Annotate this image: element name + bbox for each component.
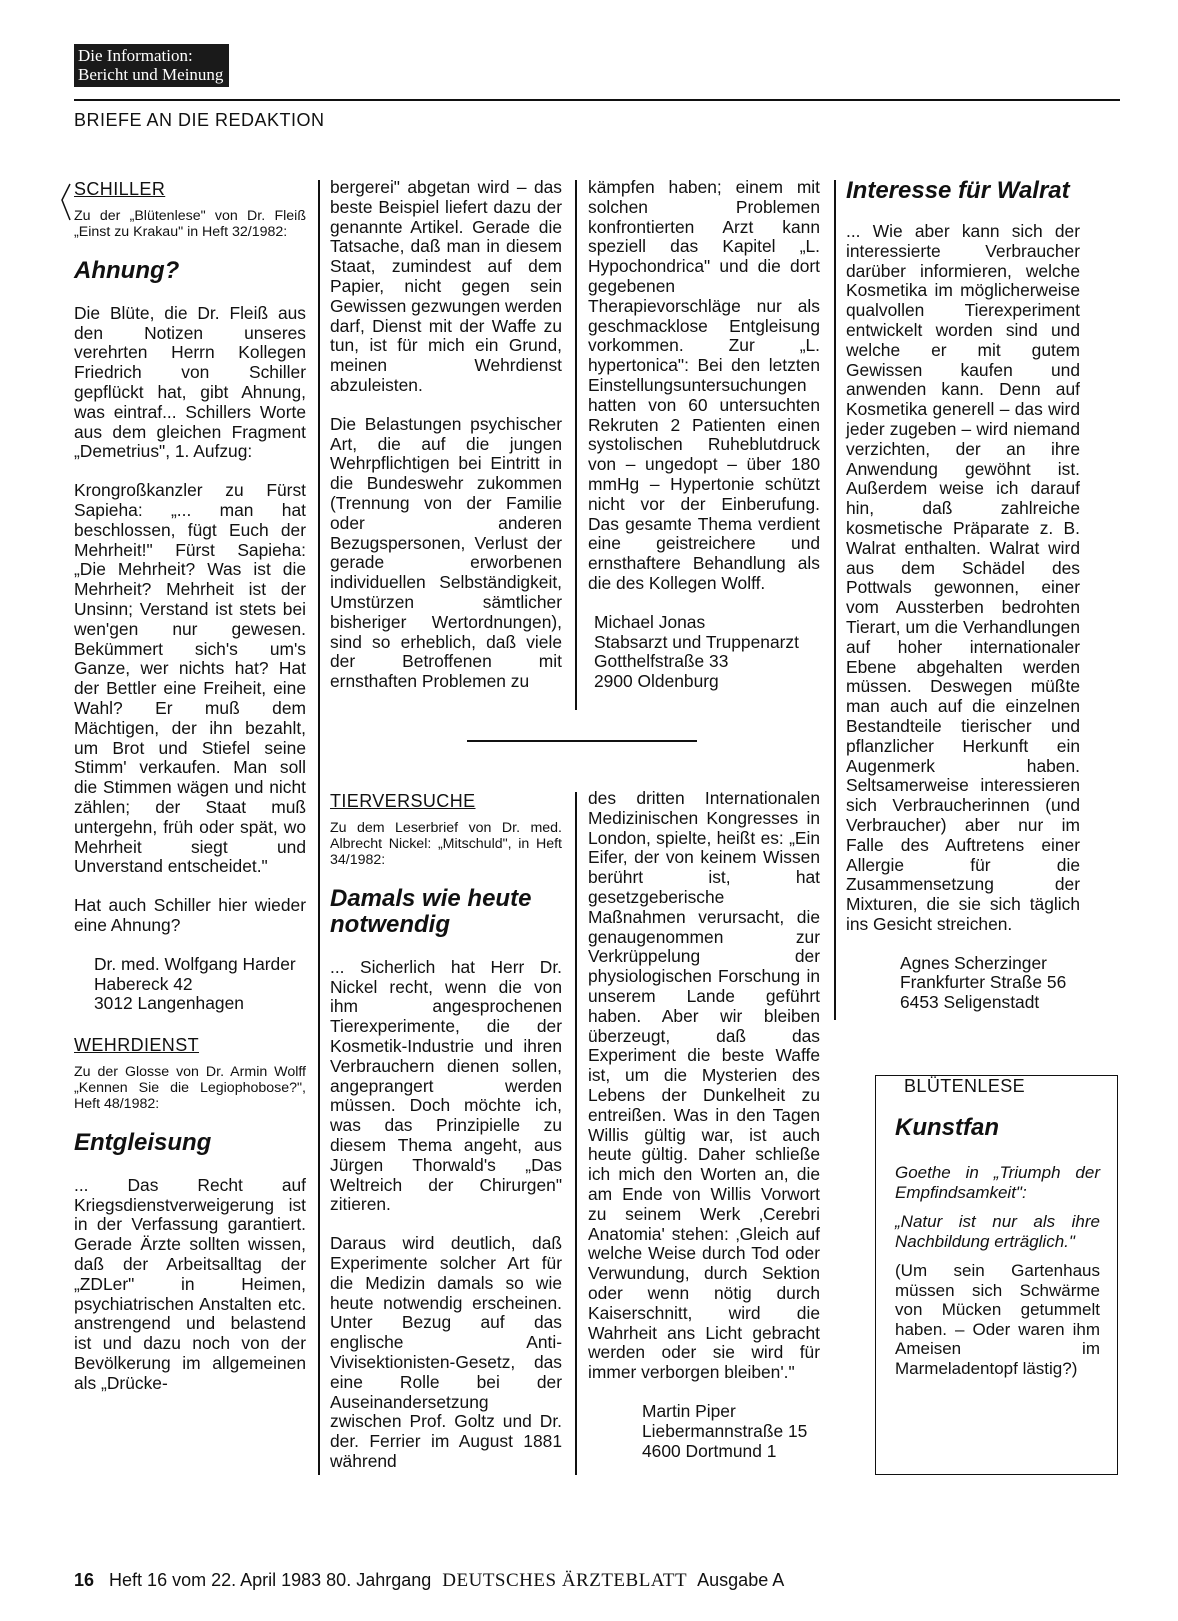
edition: Ausgabe A [697,1570,785,1590]
signature-line: Michael Jonas [594,611,706,632]
signature-harder [94,955,306,1014]
headline-ahnung: Ahnung? [74,256,180,284]
section-wehrdienst: WEHRDIENST [74,1035,199,1056]
paragraph: kämpfen haben; einem mit solchen Problemen konfrontierten Arzt kann speziell das Kapitel „L. Hypochondrica" und die dort gegebenen Therapievorschläge nur als geschmacklose Entgleisung vorkommen. Zur „L. hypertonica": Bei den letzten Einstellungsuntersuchungen hatten von 60 untersuchten Rekruten 2 Patienten einen systolischen Ruheblutdruck von – ungedopt – über 180 mmHg – Hypertonie schützt nicht vor der Einberufung. Das gesamte Thema verdient eine geistreichere und ernsthaftere Behandlung als die des Kollegen Wolff. [588,177,820,593]
paragraph: Krongroßkanzler zu Fürst Sapieha: „... man hat beschlossen, fügt Euch der Mehrheit!" Fürst Sapieha: „Die Mehrheit? Was ist die Mehrheit? Mehrheit ist der Unsinn; Verstand ist stets bei wen'gen nur gewesen. Bekümmert sich's um's Ganze, wer nichts hat? Hat der Bettler eine Freiheit, eine Wahl? Er muß dem Mächtigen, der ihn bezahlt, um Brot und Stiefel seine Stimm' verkaufen. Man soll die Stimmen wägen und nicht zählen; der Staat muß untergehn, früh oder spät, wo Mehrheit siegt und Unverstand entscheidet." [74,480,306,877]
paragraph: Die Blüte, die Dr. Fleiß aus den Notizen unseres verehrten Herrn Kollegen Friedrich von Schiller gepflückt hat, gibt Ahnung, was eintraf... Schillers Worte aus dem gleichen Fragment „Demetrius", 1. Aufzug: [74,302,306,462]
journal-name: DEUTSCHES ÄRZTEBLATT [442,1570,688,1591]
paragraph: bergerei" abgetan wird – das beste Beispiel liefert dazu der genannte Artikel. Gerade die Tatsache, daß man in diesem Staat, zumindest auf dem Papier, nicht gegen sein Gewissen gezwungen werden darf, Dienst mit der Waffe zu tun, ist für mich ein Grund, meinen Wehrdienst abzuleisten. [330,177,563,395]
section-tierversuche: TIERVERSUCHE [330,791,476,811]
section-schiller: SCHILLER [74,179,166,199]
separator-rule [467,740,697,742]
signature-piper [642,1402,820,1461]
signature-line: Agnes Scherzinger [900,952,1047,973]
paragraph: Die Belastungen psychischer Art, die auf die jungen Wehrpflichtigen bei Eintritt in die Bundeswehr zukommen (Trennung von der Familie oder anderen Bezugspersonen, Verlust der gerade erworbenen individuellen Selbständigkeit, Umstürzen sämtlicher bisheriger Wertordnungen), sind so erheblich, daß viele der Betroffenen mit ernsthaften Problemen zu [330,413,562,692]
column-divider [834,180,836,1020]
intro-schiller: Zu der „Blütenlese" von Dr. Fleiß „Einst zu Krakau" in Heft 32/1982: [74,207,306,240]
paragraph: des dritten Internationalen Medizinischen Kongresses in London, spielte, heißt es: „Ein Eifer, der von keinem Wissen berührt ist, hat gesetzgeberische Maßnahmen verursacht, die genaugenommen zur Verkrüppelung der physiologischen Forschung in unserem Lande geführt haben. Aber wir bleiben überzeugt, daß das Experiment die beste Waffe ist, um die Mysterien des Lebens der Dunkelheit zu entreißen. Was in den Tagen Willis gültig war, ist auch heute gültig. Daher schließe ich mich den Worten an, die am Ende von Willis Vorwort zu seinem Werk ‚Cerebri Anatomia' stehen: ‚Gleich auf welche Weise durch Tod oder Verwundung, durch Sektion oder wenn nötig durch Kaiserschnitt, wird die Wahrheit ans Licht gebracht werden oder sie wird für immer verborgen bleiben'." [588,788,820,1383]
masthead-line-1: Die Information: [78,46,193,65]
column-divider [318,180,320,1475]
signature-line: 2900 Oldenburg [594,671,719,692]
signature-jonas [594,613,820,692]
column-divider [575,180,577,710]
column-4 [846,178,1080,1031]
headline-kunstfan: Kunstfan [895,1114,999,1141]
signature-line: Martin Piper [642,1400,736,1421]
bluetenlese-content [895,1115,1100,1378]
column-3 [588,178,820,710]
signature-line: Stabsarzt und Truppenarzt [594,631,799,652]
headline-damals: Damals wie heute notwendig [330,884,532,938]
column-1 [74,180,306,1413]
headline-walrat: Interesse für Walrat [846,177,1070,204]
article-tierversuche-cont [588,789,820,1479]
top-rule [74,99,1120,101]
signature-line: 4600 Dortmund 1 [642,1440,777,1461]
paragraph: ... Wie aber kann sich der interessierte Verbraucher darüber informieren, welche Kosmetika im möglicherweise qualvollen Tierexperiment entwickelt worden sind und welche er mit gutem Gewissen kaufen und anwenden kann. Denn auf Kosmetika generell – das wird jeder zugeben – wird niemand verzichten, der an ihre Anwendung gewöhnt ist. Außerdem weise ich darauf hin, daß zahlreiche kosmetische Präparate z. B. Walrat enthalten. Walrat wird aus dem Schädel des Pottwals gewonnen, einer vom Aussterben bedrohten Tierart, um die Verhandlungen auf hoher internationaler Ebene abgehalten werden müssen. Deswegen müßte man auch auf die einzelnen Bestandteile tierischer und pflanzlicher Herkunft ein Augenmerk haben. Seltsamerweise interessieren sich Verbraucherinnen (und Verbraucher) aber nur im Falle des Auftretens einer Allergie für die Zusammensetzung der Mixturen, die sie sich täglich ins Gesicht streichen. [846,221,1080,934]
issue-info: Heft 16 vom 22. April 1983 80. Jahrgang [109,1570,432,1590]
paragraph: (Um sein Gartenhaus müssen sich Schwärme von Mücken getummelt haben. – Oder waren ihm Ameisen im Marmeladentopf lästig?) [895,1261,1100,1378]
signature-line: Frankfurter Straße 56 [900,972,1067,993]
article-tierversuche [330,792,562,1491]
page-footer [74,1570,784,1592]
intro-wehrdienst: Zu der Glosse von Dr. Armin Wolff „Kennen Sie die Legiophobose?", Heft 48/1982: [74,1063,306,1112]
signature-line: Liebermannstraße 15 [642,1420,808,1441]
section-bluetenlese: BLÜTENLESE [900,1076,1029,1097]
page-number: 16 [74,1570,95,1590]
signature-line: Dr. med. Wolfgang Harder [94,953,296,974]
quote-source: Goethe in „Triumph der Empfindsamkeit": [895,1163,1100,1202]
bracket-mark-icon [58,182,74,222]
headline-entgleisung: Entgleisung [74,1128,212,1156]
masthead [74,44,229,87]
column-2 [330,178,562,711]
masthead-line-2: Bericht und Meinung [78,65,224,84]
column-divider [575,792,577,1475]
section-title: BRIEFE AN DIE REDAKTION [74,110,325,130]
signature-line: 6453 Seligenstadt [900,992,1040,1013]
paragraph: ... Sicherlich hat Herr Dr. Nickel recht, wenn die von ihm angesprochenen Tierexperimente, die der Kosmetik-Industrie und ihren Verbrauchern dienen sollen, angeprangert werden müssen. Doch möchte ich, was das Prinzipielle zu diesem Thema angeht, aus Jürgen Thorwald's „Das Weltreich der Chirurgen" zitieren. [330,956,562,1215]
signature-line: Habereck 42 [94,973,193,994]
signature-line: 3012 Langenhagen [94,993,244,1014]
paragraph: Daraus wird deutlich, daß Experimente solcher Art für die Medizin damals so wie heute notwendig erscheinen. Unter Bezug auf das englische Anti-Vivisektionisten-Gesetz, das eine Rolle bei der Auseinandersetzung zwischen Prof. Goltz und Dr. der. Ferrier im August 1881 während [330,1233,562,1471]
signature-line: Gotthelfstraße 33 [594,651,729,672]
paragraph: Hat auch Schiller hier wieder eine Ahnung? [74,895,306,935]
paragraph: ... Das Recht auf Kriegsdienstverweigerung ist in der Verfassung garantiert. Gerade Ärzte sollten wissen, daß der Arbeitsalltag der „ZDLer" in Heimen, psychiatrischen Anstalten etc. anstrengend und belastend ist und dazu noch von der Bevölkerung im allgemeinen als „Drücke- [74,1174,306,1393]
quote-text: „Natur ist nur als ihre Nachbildung erträglich." [895,1212,1100,1251]
signature-scherzinger [900,954,1080,1013]
intro-tierversuche: Zu dem Leserbrief von Dr. med. Albrecht Nickel: „Mitschuld", in Heft 34/1982: [330,819,562,868]
